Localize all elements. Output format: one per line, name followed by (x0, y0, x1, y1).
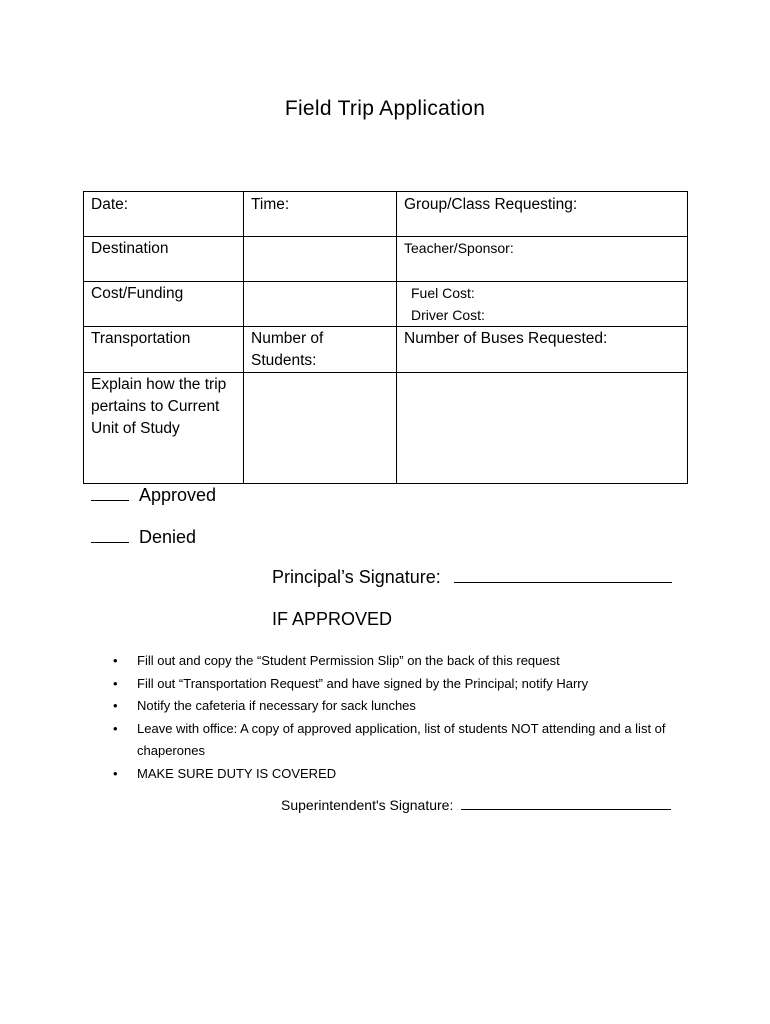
time-cell[interactable] (244, 192, 397, 237)
transportation-label-cell (84, 327, 244, 373)
bullet-icon: • (113, 720, 118, 736)
approved-label: Approved (139, 485, 217, 505)
cost-funding-value-cell[interactable] (244, 282, 397, 327)
approved-option[interactable] (91, 485, 216, 506)
step-text: Fill out and copy the “Student Permission Slip” on the back of this request (137, 653, 560, 668)
bullet-icon: • (113, 675, 118, 691)
denied-option[interactable] (91, 527, 196, 548)
table-row (84, 327, 688, 373)
explain-notes-cell[interactable] (397, 373, 688, 484)
transportation-label: Transportation (91, 330, 191, 347)
explain-value-cell[interactable] (244, 373, 397, 484)
destination-label-cell (84, 237, 244, 282)
number-of-students-cell[interactable] (244, 327, 397, 373)
table-row (84, 373, 688, 484)
list-item (110, 718, 685, 763)
fuel-cost-label: Fuel Cost: (411, 285, 475, 301)
step-text: Notify the cafeteria if necessary for sack lunches (137, 698, 416, 713)
list-item (110, 673, 685, 696)
application-table (83, 191, 688, 484)
table-row (84, 282, 688, 327)
explain-label-line1: Explain how the trip (91, 376, 227, 393)
group-class-cell[interactable] (397, 192, 688, 237)
approved-blank[interactable] (91, 486, 129, 501)
explain-label-line2: pertains to Current (91, 398, 220, 415)
list-item (110, 763, 685, 786)
number-of-buses-label: Number of Buses Requested: (404, 330, 608, 347)
denied-label: Denied (139, 527, 197, 547)
explain-label-cell (84, 373, 244, 484)
fuel-driver-cost-cell[interactable] (397, 282, 688, 327)
table-row (84, 237, 688, 282)
bullet-icon: • (113, 698, 118, 713)
table-row (84, 192, 688, 237)
explain-label-line3: Unit of Study (91, 420, 180, 437)
date-label: Date: (91, 196, 129, 213)
time-label: Time: (251, 196, 290, 213)
destination-value-cell[interactable] (244, 237, 397, 282)
step-text: Fill out “Transportation Request” and have signed by the Principal; notify Harry (137, 675, 589, 691)
if-approved-heading: IF APPROVED (272, 609, 393, 629)
document-title: Field Trip Application (284, 97, 486, 120)
superintendent-signature (281, 797, 671, 813)
number-of-buses-cell[interactable] (397, 327, 688, 373)
bullet-icon: • (113, 653, 118, 668)
driver-cost-label: Driver Cost: (411, 307, 485, 323)
principal-signature-line[interactable] (454, 568, 672, 583)
cost-funding-label: Cost/Funding (91, 285, 184, 302)
superintendent-signature-line[interactable] (461, 797, 671, 810)
destination-label: Destination (91, 240, 169, 257)
number-of-students-label-line2: Students: (251, 352, 317, 369)
list-item (110, 650, 685, 673)
bullet-icon: • (113, 765, 118, 781)
date-cell[interactable] (84, 192, 244, 237)
number-of-students-label-line1: Number of (251, 330, 324, 347)
list-item (110, 695, 685, 718)
principal-signature-label: Principal’s Signature: (272, 567, 441, 587)
teacher-sponsor-label: Teacher/Sponsor: (404, 240, 514, 256)
instructions-list (110, 650, 685, 785)
principal-signature (272, 567, 672, 588)
denied-blank[interactable] (91, 528, 129, 543)
step-text: MAKE SURE DUTY IS COVERED (137, 765, 337, 781)
step-text: Leave with office: A copy of approved application, list of students NOT attending and a list of chaperones (137, 720, 666, 758)
group-class-label: Group/Class Requesting: (404, 196, 578, 213)
teacher-sponsor-cell[interactable] (397, 237, 688, 282)
superintendent-signature-label: Superintendent's Signature: (281, 797, 454, 813)
cost-funding-label-cell (84, 282, 244, 327)
